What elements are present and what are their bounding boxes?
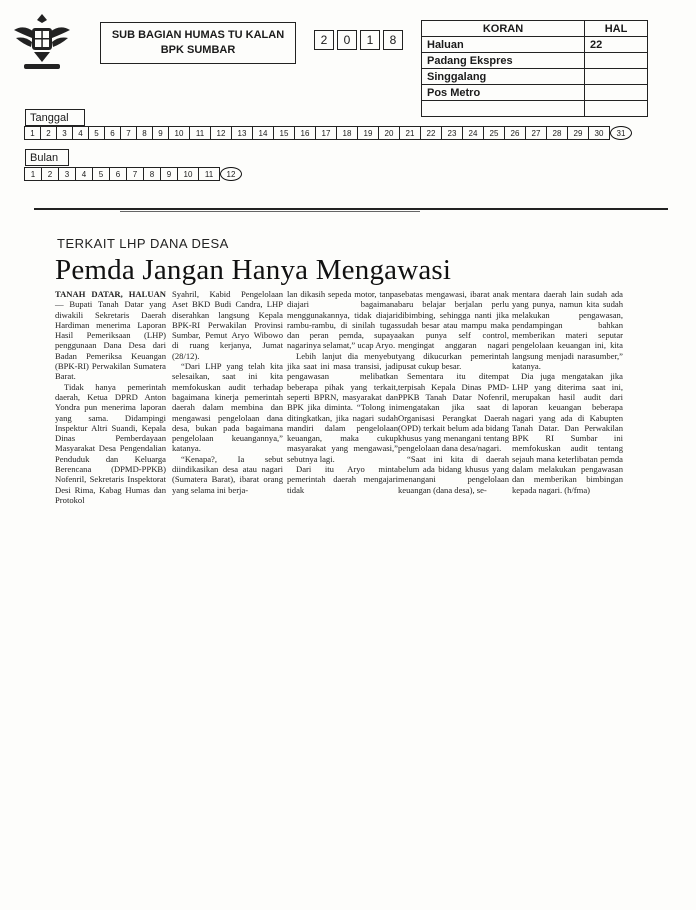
date-cell: 7	[120, 126, 137, 140]
date-cell: 4	[72, 126, 89, 140]
date-cell: 2	[41, 167, 59, 181]
newspaper-name	[422, 101, 585, 117]
dateline: TANAH DATAR, HALUAN	[55, 289, 166, 299]
article-paragraph: sebatas mengawasi, ibarat anak baru belajar berjalan perlu dibimbing, sehingga nanti jika sudah besar atau mampu maka akan punya self control, mengingat anggaran nagari yang dikucurkan pemerintah pusat cukup besar.	[398, 289, 509, 372]
date-cell: 16	[294, 126, 316, 140]
newspaper-table	[421, 20, 648, 117]
bulan-strip	[25, 167, 242, 181]
article-kicker: TERKAIT LHP DANA DESA	[57, 236, 229, 251]
date-cell: 29	[567, 126, 589, 140]
article-paragraph: Sementara itu ditempat terpisah Kepala Dinas PMD-PPKB Tanah Datar Nofenril, mengatakan jika saat di Organisasi Perangkat Daerah (OPD) terkait belum ada bidang khusus yang menangani tentang pengelolaan dana desa/nagari.	[398, 371, 509, 454]
date-cell: 13	[231, 126, 253, 140]
article-paragraph: TANAH DATAR, HALUAN — Bupati Tanah Datar yang diwakili Sekretaris Daerah Hardiman menerima Laporan Hasil Pemeriksaan (LHP) penggunaan Dana Desa dari Badan Pemeriksa Keuangan (BPK-RI) Perwakilan Sumatera Barat.	[55, 289, 166, 382]
year-digit: 8	[383, 30, 403, 50]
date-cell: 5	[88, 126, 105, 140]
date-cell: 25	[483, 126, 505, 140]
date-cell: 8	[143, 167, 161, 181]
date-cell: 3	[56, 126, 73, 140]
article-paragraph: “Kenapa?, Ia sebut diindikasikan desa atau nagari (Sumatera Barat), ibarat orang yang selama ini berja-	[172, 453, 283, 495]
newspaper-name: Singgalang	[422, 69, 585, 85]
date-cell: 21	[399, 126, 421, 140]
bulan-label: Bulan	[25, 149, 69, 166]
date-cell: 10	[177, 167, 199, 181]
article-column-3	[287, 289, 398, 495]
newspaper-name: Pos Metro	[422, 85, 585, 101]
date-cell: 1	[24, 167, 42, 181]
date-cell: 14	[252, 126, 274, 140]
date-cell: 28	[546, 126, 568, 140]
year-digit: 2	[314, 30, 334, 50]
tanggal-label: Tanggal	[25, 109, 85, 126]
date-cell: 23	[441, 126, 463, 140]
page-number: 22	[585, 37, 648, 53]
date-cell: 7	[126, 167, 144, 181]
page-number	[585, 69, 648, 85]
date-cell: 11	[198, 167, 220, 181]
page-number	[585, 53, 648, 69]
page-number	[585, 101, 648, 117]
article-column-2	[172, 289, 283, 495]
unit-label-box	[100, 22, 296, 64]
article-paragraph: “Dari LHP yang telah kita selesaikan, saat ini kita memfokuskan audit terhadap bagaimana kinerja pemerintah daerah dalam membina dan mengawasi pengelolaan dana desa, bukan pada bagaimana pengelolaan keuangannya,” katanya.	[172, 361, 283, 454]
hal-header: HAL	[585, 21, 648, 37]
unit-line-1: SUB BAGIAN HUMAS TU KALAN	[111, 29, 285, 41]
date-cell: 9	[152, 126, 169, 140]
date-cell: 8	[136, 126, 153, 140]
article-paragraph: Tidak hanya pemerintah daerah, Ketua DPRD Anton Yondra pun menerima laporan yang sama. Didampingi Inspektur Altri Suandi, Kepala Dinas Pemberdayaan Masyarakat Desa Pengendalian Penduduk dan Keluarga Berencana (DPMD-PPKB) Nofenril, Sekretaris Inspektorat Desi Rima, Kabag Humas dan Protokol	[55, 381, 166, 505]
date-cell: 1	[24, 126, 41, 140]
date-cell: 3	[58, 167, 76, 181]
date-cell: 19	[357, 126, 379, 140]
article-headline: Pemda Jangan Hanya Mengawasi	[55, 254, 452, 286]
unit-line-2: BPK SUMBAR	[160, 44, 236, 56]
date-cell: 10	[168, 126, 190, 140]
article-paragraph: lan dikasih sepeda motor, tanpa diajari bagaimana menggunakannya, tidak diajari rambu-rambu, di sinilah tugas dan peran pemda, supaya nagarinya selamat,” ucap Aryo.	[287, 289, 398, 351]
year-boxes	[314, 30, 406, 50]
article-column-5	[512, 289, 623, 495]
year-digit: 1	[360, 30, 380, 50]
date-cell: 6	[109, 167, 127, 181]
garuda-emblem-logo	[10, 8, 74, 74]
page-number	[585, 85, 648, 101]
divider-line	[34, 208, 668, 210]
article-paragraph: Lebih lanjut dia menyebut jika saat ini masa transisi, jadi pengawasan melibatkan beberapa pihak yang terkait, seperti BPRN, masyarakat dan BPK jika diminta. “Tolong ini ditingkatkan, jika nagari sudah mandiri dalam pengelolaan keuangan, maka cukup masyarakat yang mengawasi,” sebutnya lagi.	[287, 350, 398, 464]
article-paragraph: Dari itu Aryo minta pemerintah daerah mengajari tidak	[287, 464, 398, 495]
date-cell: 20	[378, 126, 400, 140]
date-cell: 6	[104, 126, 121, 140]
article-column-4	[398, 289, 509, 495]
date-cell: 22	[420, 126, 442, 140]
date-cell: 17	[315, 126, 337, 140]
date-cell: 27	[525, 126, 547, 140]
date-cell: 4	[75, 167, 93, 181]
date-cell: 11	[189, 126, 211, 140]
newspaper-name: Padang Ekspres	[422, 53, 585, 69]
newspaper-name: Haluan	[422, 37, 585, 53]
date-cell-selected: 31	[610, 126, 632, 140]
date-cell: 26	[504, 126, 526, 140]
article-column-1	[55, 289, 166, 505]
date-cell: 18	[336, 126, 358, 140]
article-paragraph: mentara daerah lain sudah ada yang punya, namun kita sudah melakukan pengawasan, pendampingan bahkan memberikan materi seputar pengelolaan keuangan ini, kita langsung menjadi narasumber,” katanya.	[512, 289, 623, 372]
article-paragraph: Dia juga mengatakan jika LHP yang diterima saat ini, merupakan hasil audit dari laporan keuangan beberapa nagari yang ada di Kabupten Tanah Datar. Dan Perwakilan BPK RI Sumbar ini memfokuskan audit tentang sejauh mana keterlibatan pemda dalam melakukan pengawasan dan memberikan bimbingan kepada nagari. (h/fma)	[512, 371, 623, 495]
date-cell: 15	[273, 126, 295, 140]
article-paragraph: Syahril, Kabid Pengelolaan Aset BKD Budi Candra, LHP diserahkan langsung Kepala BPK-RI Perwakilan Provinsi Sumbar, Pemut Aryo Wibowo di ruang kerjanya, Jumat (28/12).	[172, 289, 283, 361]
koran-header: KORAN	[422, 21, 585, 37]
tanggal-strip	[25, 126, 632, 140]
article-paragraph: “Saat ini kita di daerah belum ada bidang khusus yang menangani pengelolaan keuangan (dana desa), se-	[398, 453, 509, 495]
date-cell: 2	[40, 126, 57, 140]
date-cell: 30	[588, 126, 610, 140]
date-cell: 9	[160, 167, 178, 181]
date-cell-selected: 12	[220, 167, 242, 181]
divider-line-thin	[120, 211, 420, 212]
date-cell: 24	[462, 126, 484, 140]
date-cell: 5	[92, 167, 110, 181]
date-cell: 12	[210, 126, 232, 140]
year-digit: 0	[337, 30, 357, 50]
